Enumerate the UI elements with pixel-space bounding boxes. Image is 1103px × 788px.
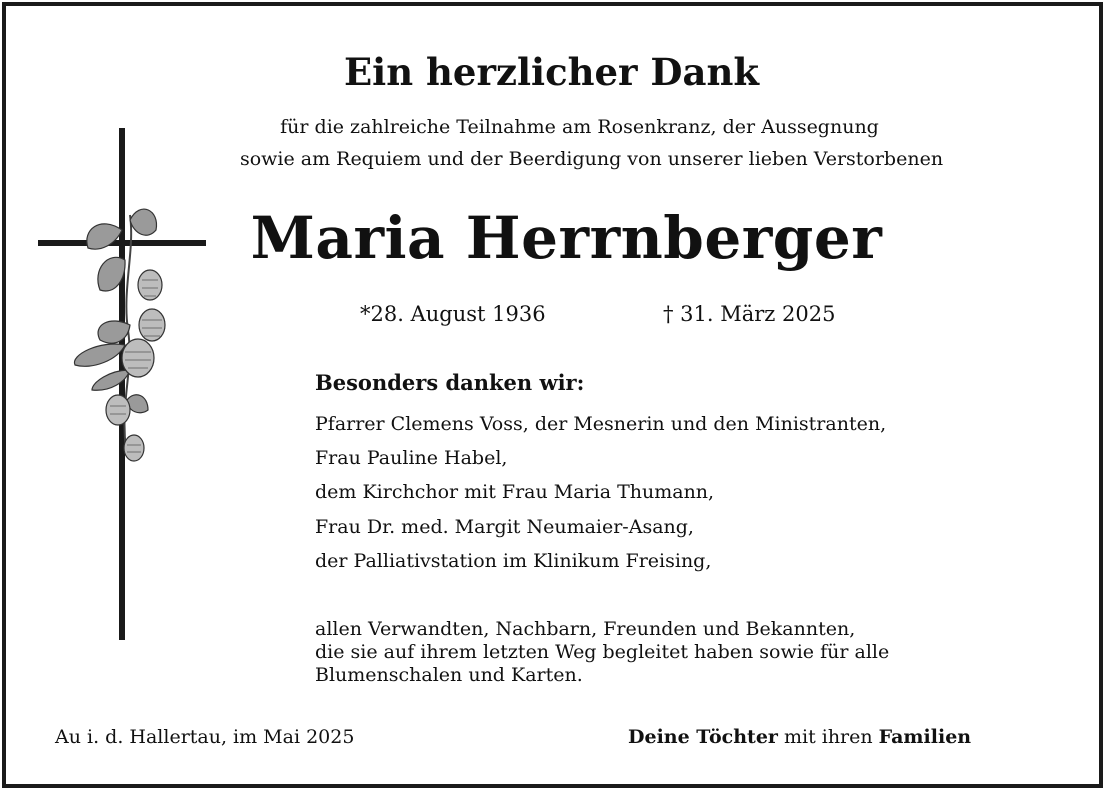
thanks-item: Pfarrer Clemens Voss, der Mesnerin und den Ministranten, [315, 413, 887, 435]
closing-paragraph [315, 618, 889, 687]
closing-line: Blumenschalen und Karten. [315, 664, 583, 686]
cross-with-hops-icon [30, 120, 220, 650]
signature-daughters: Deine Töchter [628, 726, 778, 748]
thanks-item: dem Kirchchor mit Frau Maria Thumann, [315, 481, 715, 504]
death-date: † 31. März 2025 [663, 302, 836, 326]
heading: Ein herzlicher Dank [343, 50, 760, 94]
birth-date: *28. August 1936 [360, 302, 546, 326]
thanks-heading: Besonders danken wir: [315, 370, 585, 395]
deceased-name: Maria Herrnberger [250, 204, 883, 272]
signature-connector: mit ihren [777, 726, 879, 748]
intro-line-1: für die zahlreiche Teilnahme am Rosenkranz, der Aussegnung [280, 116, 879, 138]
closing-line: allen Verwandten, Nachbarn, Freunden und Bekannten, [315, 618, 856, 640]
closing-line: die sie auf ihrem letzten Weg begleitet haben sowie für alle [315, 641, 890, 663]
intro-line-2: sowie am Requiem und der Beerdigung von unserer lieben Verstorbenen [239, 148, 944, 170]
signature [628, 726, 971, 748]
thanks-item: Frau Pauline Habel, [315, 447, 508, 470]
thanks-item: Frau Dr. med. Margit Neumaier-Asang, [315, 515, 694, 538]
thanks-list [315, 412, 886, 583]
thanks-item: der Palliativstation im Klinikum Freising, [315, 549, 712, 572]
place-date: Au i. d. Hallertau, im Mai 2025 [55, 726, 355, 748]
signature-families: Familien [878, 726, 972, 748]
